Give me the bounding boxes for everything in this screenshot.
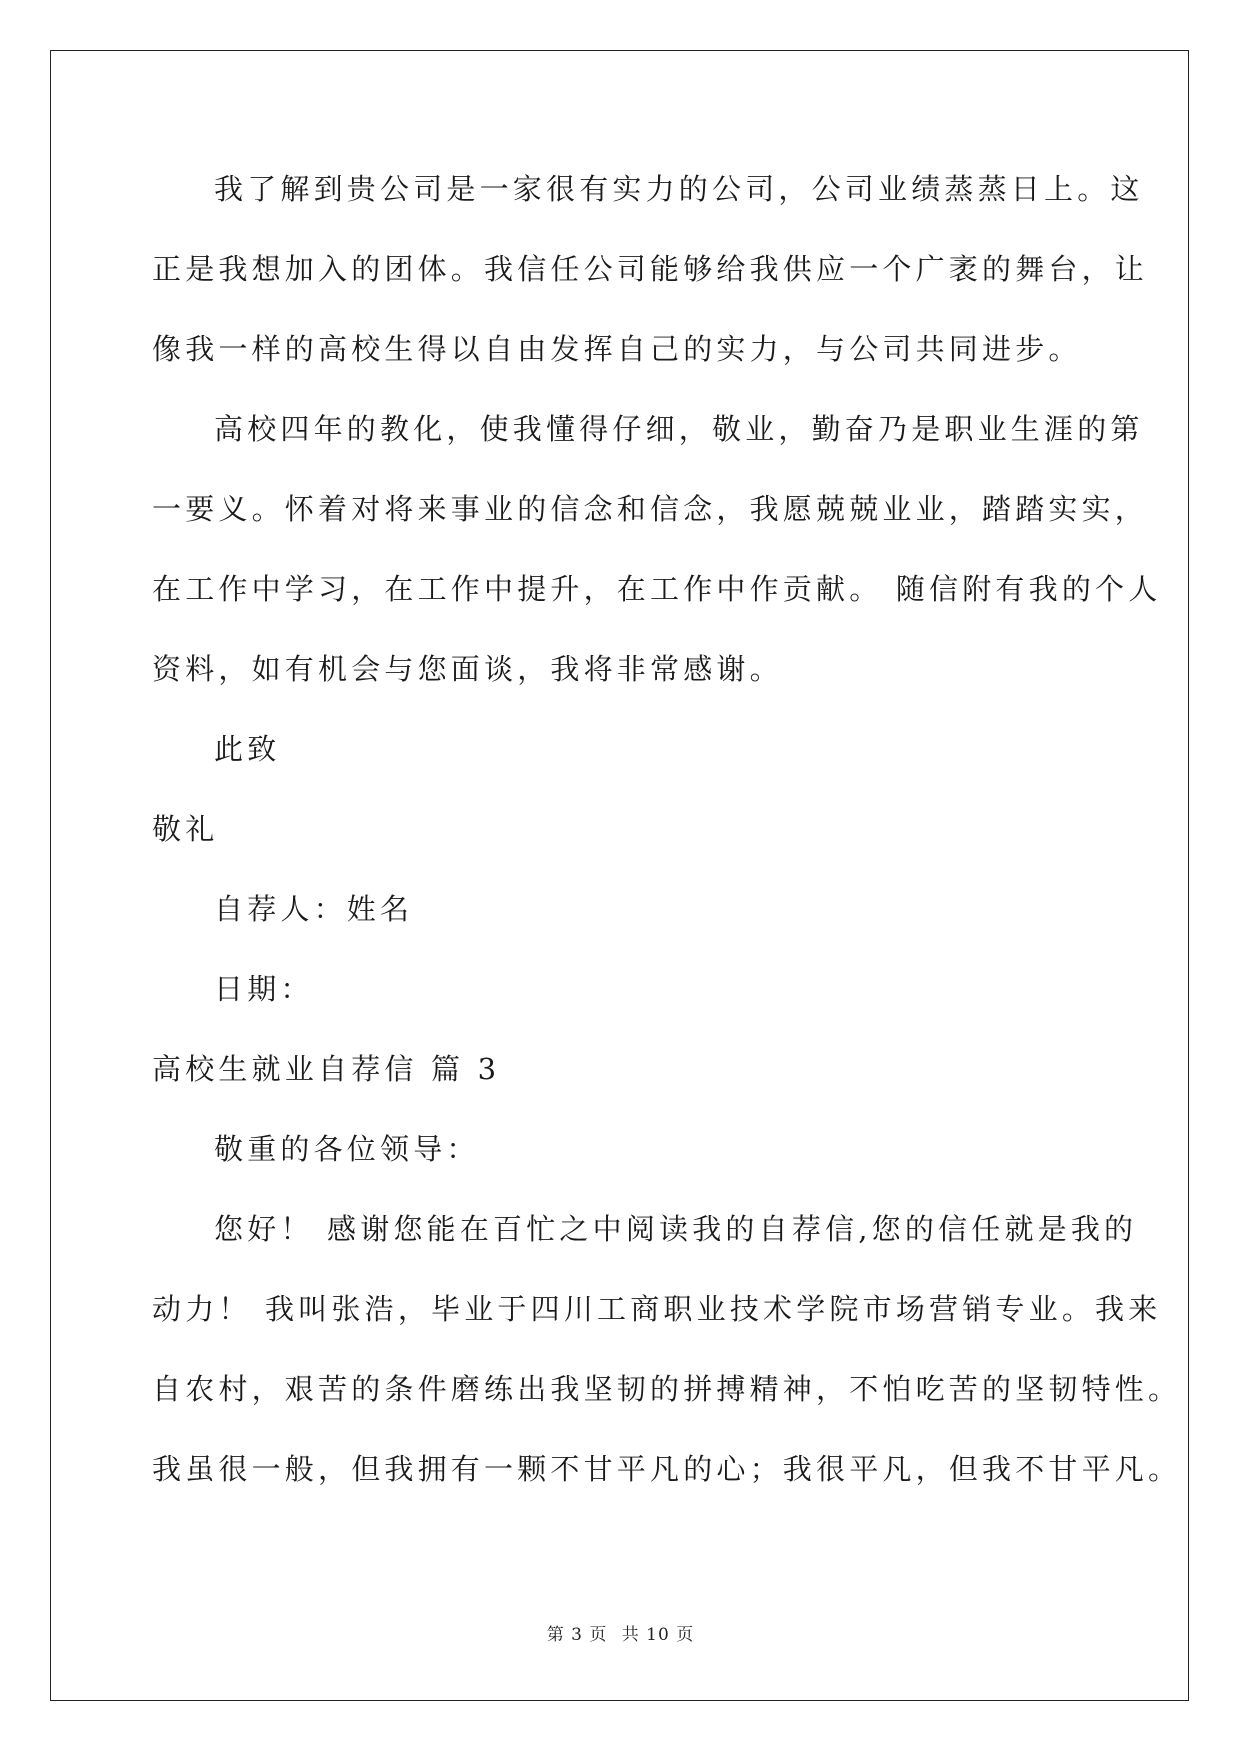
closing-cizhi: 此致	[214, 732, 281, 766]
paragraph-line: 自农村，艰苦的条件磨练出我坚韧的拼搏精神，不怕吃苦的坚韧特性。	[152, 1372, 1182, 1406]
page-footer	[0, 1620, 1241, 1645]
signer: 自荐人：姓名	[214, 892, 414, 926]
paragraph-line: 动力！ 我叫张浩，毕业于四川工商职业技术学院市场营销专业。我来	[152, 1292, 1162, 1326]
closing-jingli: 敬礼	[152, 812, 219, 846]
paragraph-line: 正是我想加入的团体。我信任公司能够给我供应一个广袤的舞台，让	[152, 252, 1149, 286]
paragraph-line: 像我一样的高校生得以自由发挥自己的实力，与公司共同进步。	[152, 332, 1082, 366]
page-total: 共 10 页	[621, 1625, 695, 1645]
salutation: 敬重的各位领导：	[214, 1132, 480, 1166]
paragraph-line: 我虽很一般，但我拥有一颗不甘平凡的心；我很平凡，但我不甘平凡。	[152, 1452, 1182, 1486]
paragraph-line: 在工作中学习，在工作中提升，在工作中作贡献。 随信附有我的个人	[152, 572, 1162, 606]
paragraph-line: 高校四年的教化，使我懂得仔细，敬业，勤奋乃是职业生涯的第	[214, 412, 1144, 446]
paragraph-line: 一要义。怀着对将来事业的信念和信念，我愿兢兢业业，踏踏实实，	[152, 492, 1149, 526]
page-number: 第 3 页	[546, 1625, 608, 1645]
section-title: 高校生就业自荐信 篇 3	[152, 1052, 501, 1086]
document-body	[152, 160, 1182, 1520]
paragraph-line: 资料，如有机会与您面谈，我将非常感谢。	[152, 652, 783, 686]
paragraph-line: 我了解到贵公司是一家很有实力的公司，公司业绩蒸蒸日上。这	[214, 172, 1144, 206]
date-label: 日期：	[214, 972, 314, 1006]
paragraph-line: 您好！ 感谢您能在百忙之中阅读我的自荐信,您的信任就是我的	[214, 1212, 1138, 1246]
